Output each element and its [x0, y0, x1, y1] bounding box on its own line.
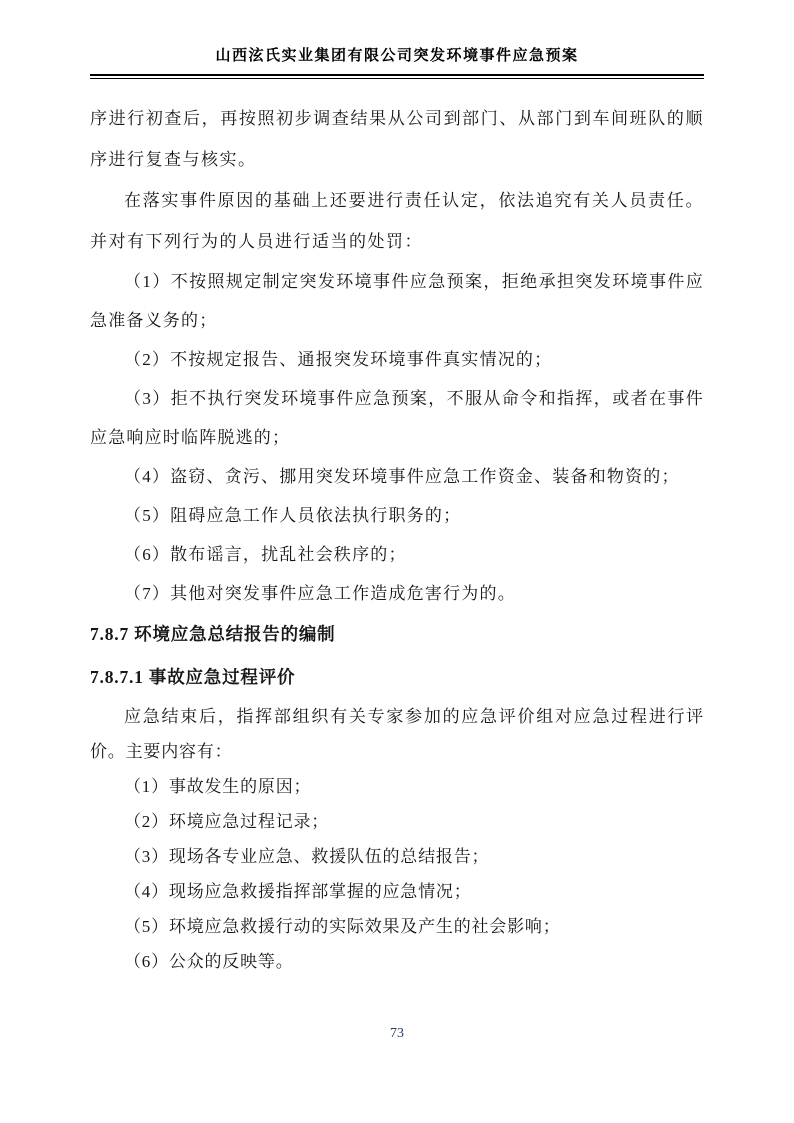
list-item-6: （6）公众的反映等。 — [124, 952, 294, 971]
list-item-2: （2）环境应急过程记录； — [124, 812, 330, 831]
list-item-5: （5）阻碍应急工作人员依法执行职务的； — [124, 506, 462, 525]
list-item-6: （6）散布谣言，扰乱社会秩序的； — [124, 545, 407, 564]
list-item-4: （4）盗窃、贪污、挪用突发环境事件应急工作资金、装备和物资的； — [124, 467, 680, 486]
list-item-1: （1）不按照规定制定突发环境事件应急预案，拒绝承担突发环境事件应急准备义务的； — [90, 272, 704, 330]
header-divider-rule — [90, 74, 704, 79]
list-item-5: （5）环境应急救援行动的实际效果及产生的社会影响； — [124, 917, 561, 936]
section-heading-7-8-7-1: 7.8.7.1 事故应急过程评价 — [90, 667, 296, 687]
paragraph: 在落实事件原因的基础上还要进行责任认定，依法追究有关人员责任。并对有下列行为的人员进行适当的处罚： — [90, 191, 704, 251]
list-item-7: （7）其他对突发事件应急工作造成危害行为的。 — [124, 584, 516, 603]
document-header-title: 山西泫氏实业集团有限公司突发环境事件应急预案 — [215, 48, 579, 64]
list-item-1: （1）事故发生的原因； — [124, 777, 312, 796]
paragraph-continuation: 序进行初查后，再按照初步调查结果从公司到部门、从部门到车间班队的顺序进行复查与核实。 — [90, 109, 704, 169]
section-heading-7-8-7: 7.8.7 环境应急总结报告的编制 — [90, 624, 336, 644]
paragraph: 应急结束后，指挥部组织有关专家参加的应急评价组对应急过程进行评价。主要内容有： — [90, 707, 704, 761]
list-item-4: （4）现场应急救援指挥部掌握的应急情况； — [124, 882, 472, 901]
document-body — [90, 98, 704, 979]
list-item-3: （3）拒不执行突发环境事件应急预案，不服从命令和指挥，或者在事件应急响应时临阵脱逃的； — [90, 389, 704, 447]
page-number: 73 — [390, 1026, 404, 1041]
list-item-3: （3）现场各专业应急、救援队伍的总结报告； — [124, 847, 490, 866]
list-item-2: （2）不按规定报告、通报突发环境事件真实情况的； — [124, 350, 553, 369]
